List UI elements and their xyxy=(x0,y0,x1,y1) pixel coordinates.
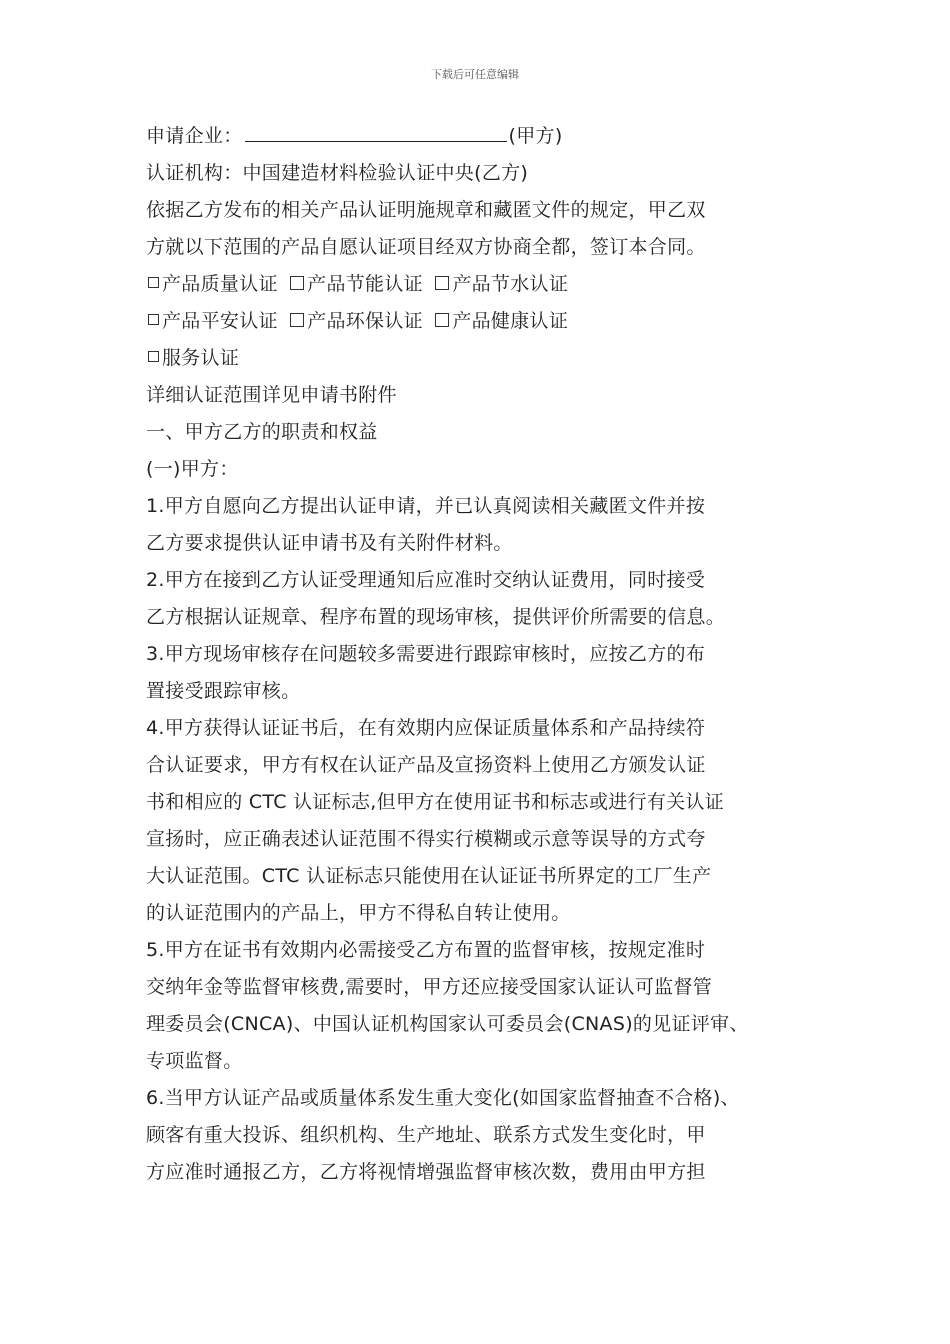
clause-4-line-3: 书和相应的 CTC 认证标志,但甲方在使用证书和标志或进行有关认证 xyxy=(146,791,725,813)
option-label-environment: 产品环保认证 xyxy=(307,310,423,332)
checkbox-water[interactable] xyxy=(435,276,449,290)
checkbox-energy[interactable] xyxy=(290,276,304,290)
checkbox-quality[interactable] xyxy=(148,277,159,288)
option-row-1 xyxy=(146,266,826,303)
clause-1-line-2: 乙方要求提供认证申请书及有关附件材料。 xyxy=(146,532,513,554)
option-row-3 xyxy=(146,340,826,377)
option-label-health: 产品健康认证 xyxy=(452,310,569,332)
document-body xyxy=(146,118,826,1191)
checkbox-service[interactable] xyxy=(148,351,159,362)
clause-3-line-2: 置接受跟踪审核。 xyxy=(146,680,301,702)
applicant-suffix: (甲方) xyxy=(508,125,563,147)
clause-5-line-1: 5.甲方在证书有效期内必需接受乙方布置的监督审核，按规定准时 xyxy=(146,939,706,961)
option-row-2 xyxy=(146,303,826,340)
page-header-note: 下载后可任意编辑 xyxy=(431,68,519,81)
clause-4-line-2: 合认证要求，甲方有权在认证产品及宣扬资料上使用乙方颁发认证 xyxy=(146,754,706,776)
intro-line-1: 依据乙方发布的相关产品认证明施规章和藏匿文件的规定，甲乙双 xyxy=(146,199,706,221)
clause-4-line-4: 宣扬时，应正确表述认证范围不得实行模糊或示意等误导的方式夸 xyxy=(146,828,706,850)
section-heading: 一、甲方乙方的职责和权益 xyxy=(146,421,378,443)
clause-4-line-5: 大认证范围。CTC 认证标志只能使用在认证证书所界定的工厂生产 xyxy=(146,865,712,887)
clause-6-line-3: 方应准时通报乙方，乙方将视情增强监督审核次数，费用由甲方担 xyxy=(146,1161,706,1183)
checkbox-environment[interactable] xyxy=(290,313,304,327)
clause-5-line-4: 专项监督。 xyxy=(146,1050,243,1072)
applicant-blank-field[interactable] xyxy=(245,119,507,142)
option-label-service: 服务认证 xyxy=(162,347,240,369)
option-label-safety: 产品平安认证 xyxy=(162,310,278,332)
clause-6-line-1: 6.当甲方认证产品或质量体系发生重大变化(如国家监督抽查不合格)、 xyxy=(146,1087,740,1109)
applicant-line xyxy=(146,118,826,155)
checkbox-safety[interactable] xyxy=(148,314,159,325)
option-label-water: 产品节水认证 xyxy=(452,273,569,295)
clause-3-line-1: 3.甲方现场审核存在问题较多需要进行跟踪审核时，应按乙方的布 xyxy=(146,643,706,665)
option-label-energy: 产品节能认证 xyxy=(307,273,423,295)
checkbox-health[interactable] xyxy=(435,313,449,327)
clause-6-line-2: 顾客有重大投诉、组织机构、生产地址、联系方式发生变化时，甲 xyxy=(146,1124,706,1146)
clause-2-line-2: 乙方根据认证规章、程序布置的现场审核，提供评价所需要的信息。 xyxy=(146,606,726,628)
option-label-quality: 产品质量认证 xyxy=(162,273,278,295)
clause-4-line-6: 的认证范围内的产品上，甲方不得私自转让使用。 xyxy=(146,902,571,924)
scope-line: 详细认证范围详见申请书附件 xyxy=(146,384,397,406)
agency-line: 认证机构：中国建造材料检验认证中央(乙方) xyxy=(146,162,529,184)
clause-5-line-3: 理委员会(CNCA)、中国认证机构国家认可委员会(CNAS)的见证评审、 xyxy=(146,1013,749,1035)
applicant-label: 申请企业： xyxy=(146,125,243,147)
clause-4-line-1: 4.甲方获得认证证书后，在有效期内应保证质量体系和产品持续符 xyxy=(146,717,706,739)
clause-5-line-2: 交纳年金等监督审核费,需要时，甲方还应接受国家认证认可监督管 xyxy=(146,976,713,998)
clause-2-line-1: 2.甲方在接到乙方认证受理通知后应准时交纳认证费用，同时接受 xyxy=(146,569,706,591)
clause-1-line-1: 1.甲方自愿向乙方提出认证申请，并已认真阅读相关藏匿文件并按 xyxy=(146,495,706,517)
intro-line-2: 方就以下范围的产品自愿认证项目经双方协商全都，签订本合同。 xyxy=(146,236,706,258)
subsection-heading: (一)甲方： xyxy=(146,458,239,480)
